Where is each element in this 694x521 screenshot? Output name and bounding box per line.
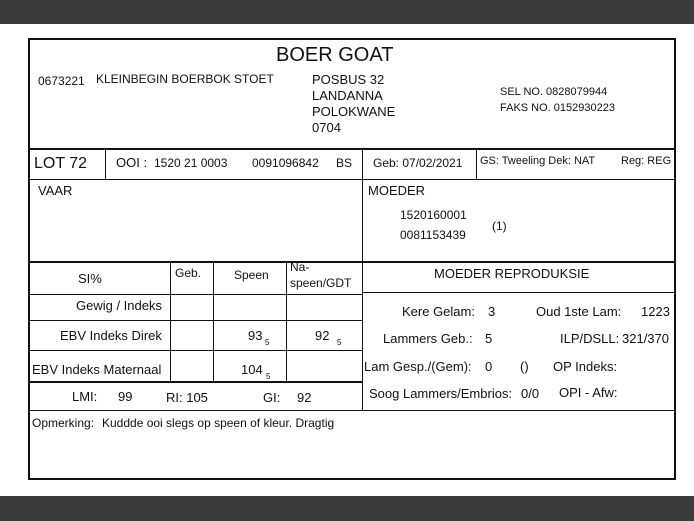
faks-number: FAKS NO. 0152930223 <box>500 102 615 114</box>
ooi-number: 0091096842 <box>252 156 319 170</box>
gs-info: GS: Tweeling Dek: NAT <box>480 155 596 167</box>
ooi-code: BS <box>336 156 353 170</box>
oud-1ste-lam-value: 1223 <box>641 304 670 319</box>
ebv-direk-na-speen: 92 <box>315 328 330 343</box>
divider <box>476 150 477 179</box>
top-dark-band <box>0 0 694 24</box>
ebv-direk-label: EBV Indeks Direk <box>60 328 162 343</box>
lmi-value: 99 <box>118 389 133 404</box>
divider <box>362 150 363 179</box>
divider <box>30 294 362 295</box>
ilp-dsll-label: ILP/DSLL: <box>560 331 620 346</box>
sel-number: SEL NO. 0828079944 <box>500 86 608 98</box>
bottom-dark-band <box>0 496 694 521</box>
geb-header: Geb. <box>175 266 202 280</box>
divider <box>362 179 363 410</box>
page-title: BOER GOAT <box>276 44 394 66</box>
divider <box>30 410 674 411</box>
moeder-id-2: 0081153439 <box>400 228 466 242</box>
opi-afw-label: OPI - Afw: <box>559 385 618 400</box>
ebv-maternaal-speen: 104 <box>241 362 263 377</box>
soog-lammers-value: 0/0 <box>521 386 540 401</box>
reg-info: Reg: REG <box>621 155 672 167</box>
lot-number: LOT 72 <box>34 155 88 172</box>
address-line-2: LANDANNA <box>312 88 383 103</box>
ilp-dsll-value: 321/370 <box>622 331 669 346</box>
lam-gesp-paren: () <box>520 359 529 374</box>
divider <box>213 261 214 381</box>
gi-label: GI: <box>263 390 281 405</box>
lammers-geb-value: 5 <box>485 331 493 346</box>
birth-date: Geb: 07/02/2021 <box>373 156 463 170</box>
ebv-maternaal-speen-sub: 5 <box>266 372 271 381</box>
lam-gesp-label: Lam Gesp./(Gem): <box>364 359 472 374</box>
reproduksie-title: MOEDER REPRODUKSIE <box>434 266 590 281</box>
si-header: SI% <box>78 271 102 286</box>
lam-gesp-value: 0 <box>485 359 493 374</box>
divider <box>30 350 362 351</box>
moeder-note: (1) <box>492 219 507 233</box>
remark-text: Kuddde ooi slegs op speen of kleur. Dragtig <box>102 416 335 430</box>
remark-label: Opmerking: <box>32 416 95 430</box>
divider <box>286 261 287 381</box>
op-indeks-label: OP Indeks: <box>553 359 618 374</box>
ooi-label: OOI : <box>116 155 148 170</box>
address-line-1: POSBUS 32 <box>312 72 385 87</box>
moeder-id-1: 1520160001 <box>400 208 467 222</box>
address-line-3: POLOKWANE <box>312 104 396 119</box>
ooi-id: 1520 21 0003 <box>154 156 228 170</box>
divider <box>30 381 362 383</box>
ri-value: RI: 105 <box>166 390 208 405</box>
lmi-label: LMI: <box>72 389 98 404</box>
kere-gelam-label: Kere Gelam: <box>402 304 475 319</box>
na-speen-header-2: speen/GDT <box>290 276 352 290</box>
address-line-4: 0704 <box>312 120 341 135</box>
divider <box>30 261 674 263</box>
breeder-code: 0673221 <box>38 74 85 88</box>
divider <box>170 261 171 381</box>
divider <box>30 148 674 150</box>
gewig-indeks-label: Gewig / Indeks <box>76 298 162 313</box>
speen-header: Speen <box>234 268 269 282</box>
ebv-direk-speen: 93 <box>248 328 263 343</box>
kere-gelam-value: 3 <box>488 304 496 319</box>
ebv-direk-speen-sub: 5 <box>265 338 270 347</box>
soog-lammers-label: Soog Lammers/Embrios: <box>369 386 513 401</box>
divider <box>362 292 674 293</box>
oud-1ste-lam-label: Oud 1ste Lam: <box>536 304 622 319</box>
divider <box>105 150 106 179</box>
ebv-maternaal-label: EBV Indeks Maternaal <box>32 362 162 377</box>
breeder-name: KLEINBEGIN BOERBOK STOET <box>96 72 274 86</box>
ebv-direk-na-speen-sub: 5 <box>337 338 342 347</box>
vaar-label: VAAR <box>38 183 73 198</box>
divider <box>30 179 674 180</box>
lammers-geb-label: Lammers Geb.: <box>383 331 473 346</box>
gi-value: 92 <box>297 390 312 405</box>
sale-catalog-card <box>28 38 676 480</box>
na-speen-header-1: Na- <box>290 260 310 274</box>
moeder-label: MOEDER <box>368 183 426 198</box>
divider <box>30 320 362 321</box>
